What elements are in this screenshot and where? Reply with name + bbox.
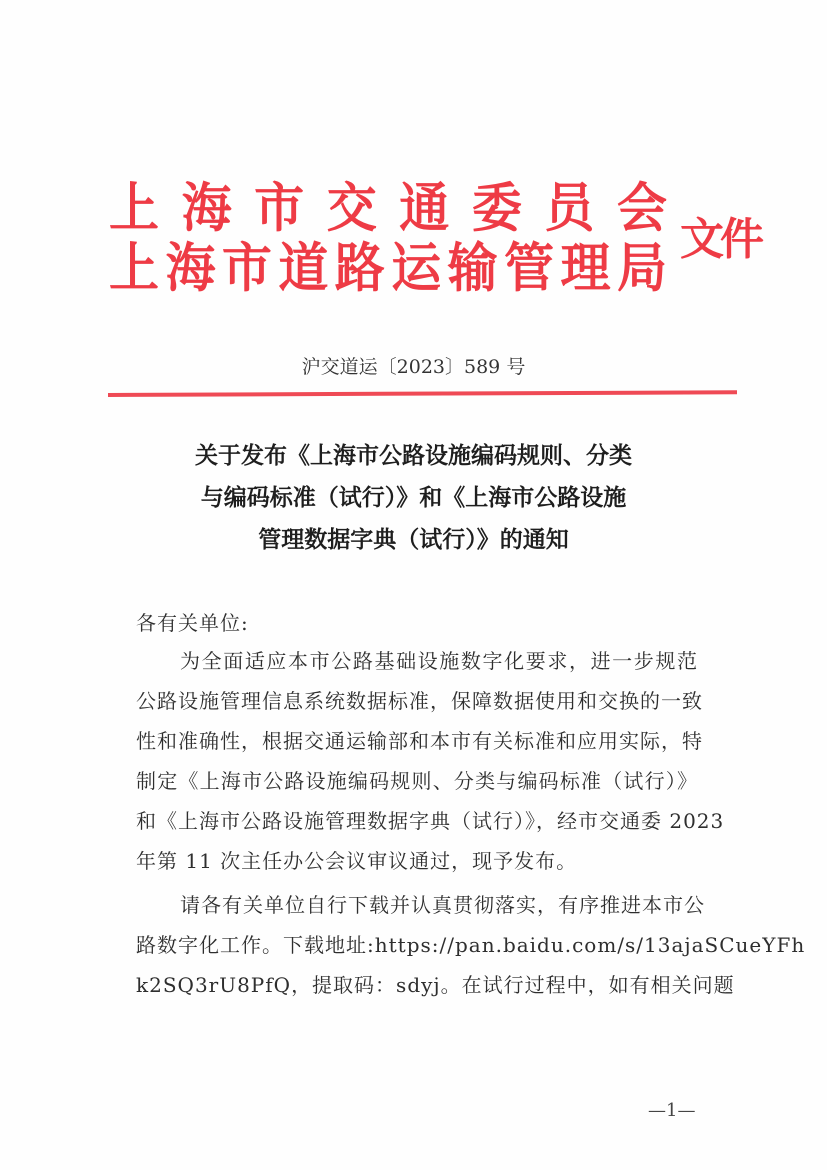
masthead-suffix: 文件 [680,214,760,265]
salutation: 各有关单位: [136,611,249,635]
download-link-line: 路数字化工作。下载地址:https://pan.baidu.com/s/13ajaSCueYFh [136,933,806,957]
document-title [0,435,827,561]
red-divider-rule [108,390,737,397]
masthead-char: 管 [504,237,555,299]
masthead-char: 市 [254,177,305,239]
masthead-char: 运 [391,237,442,299]
masthead-char: 会 [616,177,667,239]
masthead-line-2 [108,236,668,300]
masthead-char: 上 [109,177,159,239]
masthead-char: 委 [471,177,522,239]
document-number: 沪交道运〔2023〕589 号 [301,356,526,378]
masthead-char: 海 [165,237,216,299]
body-line: 为全面适应本市公路基础设施数字化要求，进一步规范 [180,649,698,673]
document-body [136,603,806,1005]
masthead-char: 局 [616,237,667,299]
title-line: 关于发布《上海市公路设施编码规则、分类 [195,443,632,469]
body-line: 性和准确性，根据交通运输部和本市有关标准和应用实际，特 [136,729,703,753]
paragraph-1 [136,641,725,881]
masthead-char: 输 [447,237,498,299]
masthead [108,178,668,298]
body-line: 年第 11 次主任办公会议审议通过，现予发布。 [136,849,578,873]
masthead-char: 交 [326,177,377,239]
masthead-char: 员 [544,177,595,239]
page-number: —1— [648,1100,696,1121]
body-line: 请各有关单位自行下载并认真贯彻落实，有序推进本市公 [180,893,705,917]
masthead-char: 海 [181,177,232,239]
body-line: 公路设施管理信息系统数据标准，保障数据使用和交换的一致 [136,689,703,713]
masthead-char: 市 [221,237,272,299]
extraction-code-line: k2SQ3rU8PfQ，提取码：sdyj。在试行过程中，如有相关问题 [136,973,735,997]
masthead-char: 道 [278,237,329,299]
title-line: 与编码标准（试行）》和《上海市公路设施 [200,485,627,511]
masthead-char: 上 [109,237,159,299]
masthead-char: 通 [399,177,450,239]
body-line: 制定《上海市公路设施编码规则、分类与编码标准（试行）》 [136,769,698,793]
title-line: 管理数据字典（试行）》的通知 [258,527,569,553]
masthead-char: 路 [334,237,385,299]
paragraph-2 [136,885,806,1005]
body-line: 和《上海市公路设施管理数据字典（试行）》，经市交通委 2023 [136,809,725,833]
masthead-line-1 [108,176,668,240]
masthead-char: 理 [560,237,611,299]
